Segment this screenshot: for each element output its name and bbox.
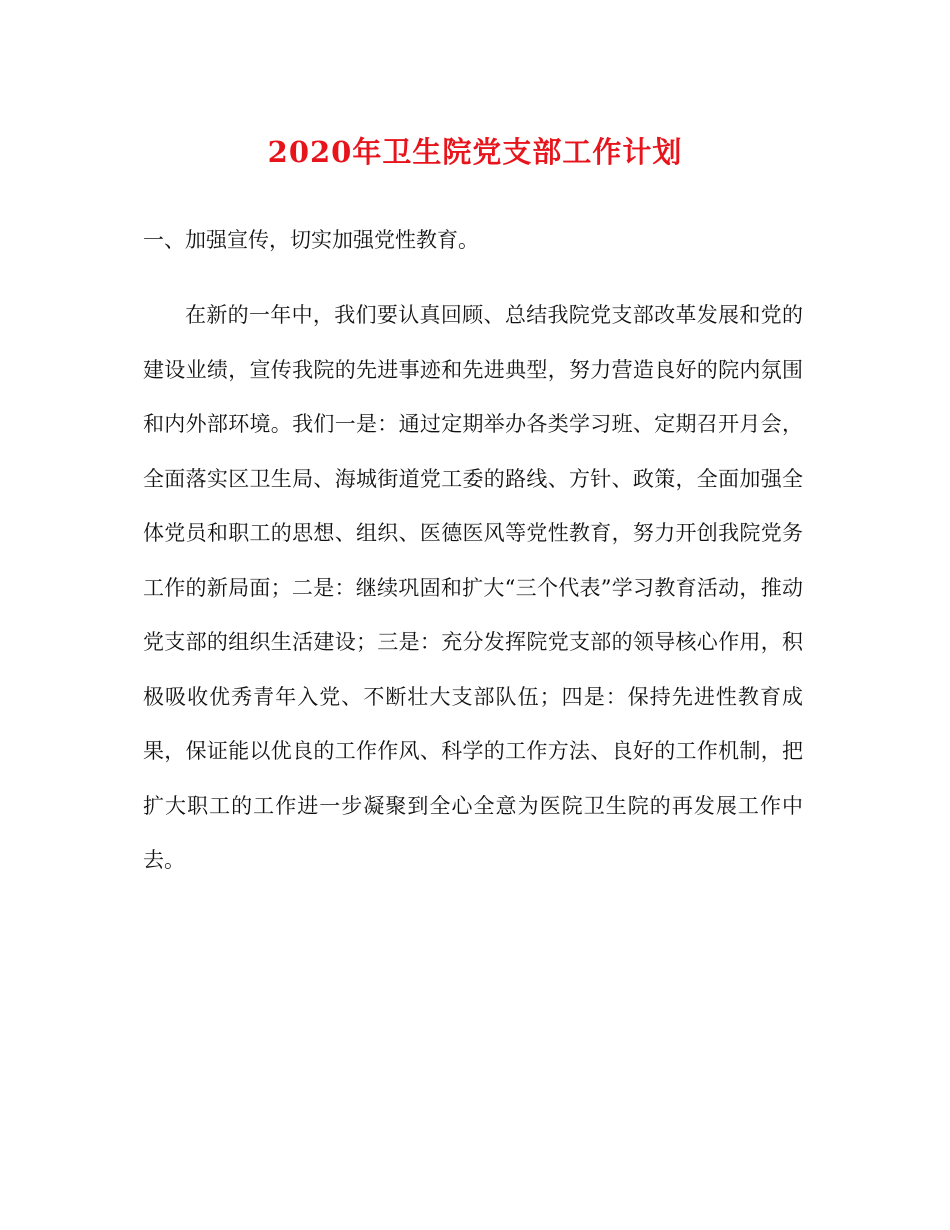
body-paragraph: 在新的一年中，我们要认真回顾、总结我院党支部改革发展和党的建设业绩，宣传我院的先进事迹和先进典型，努力营造良好的院内氛围和内外部环境。我们一是：通过定期举办各类学习班、定期召开月会，全面落实区卫生局、海城街道党工委的路线、方针、政策，全面加强全体党员和职工的思想、组织、医德医风等党性教育，努力开创我院党务工作的新局面；二是：继续巩固和扩大“三个代表”学习教育活动，推动党支部的组织生活建设；三是：充分发挥院党支部的领导核心作用，积极吸收优秀青年入党、不断壮大支部队伍；四是：保持先进性教育成果，保证能以优良的工作作风、科学的工作方法、良好的工作机制，把扩大职工的工作进一步凝聚到全心全意为医院卫生院的再发展工作中去。	[143, 303, 803, 872]
section-heading: 一、加强宣传，切实加强党性教育。	[143, 228, 479, 252]
document-title: 2020年卫生院党支部工作计划	[267, 135, 683, 169]
